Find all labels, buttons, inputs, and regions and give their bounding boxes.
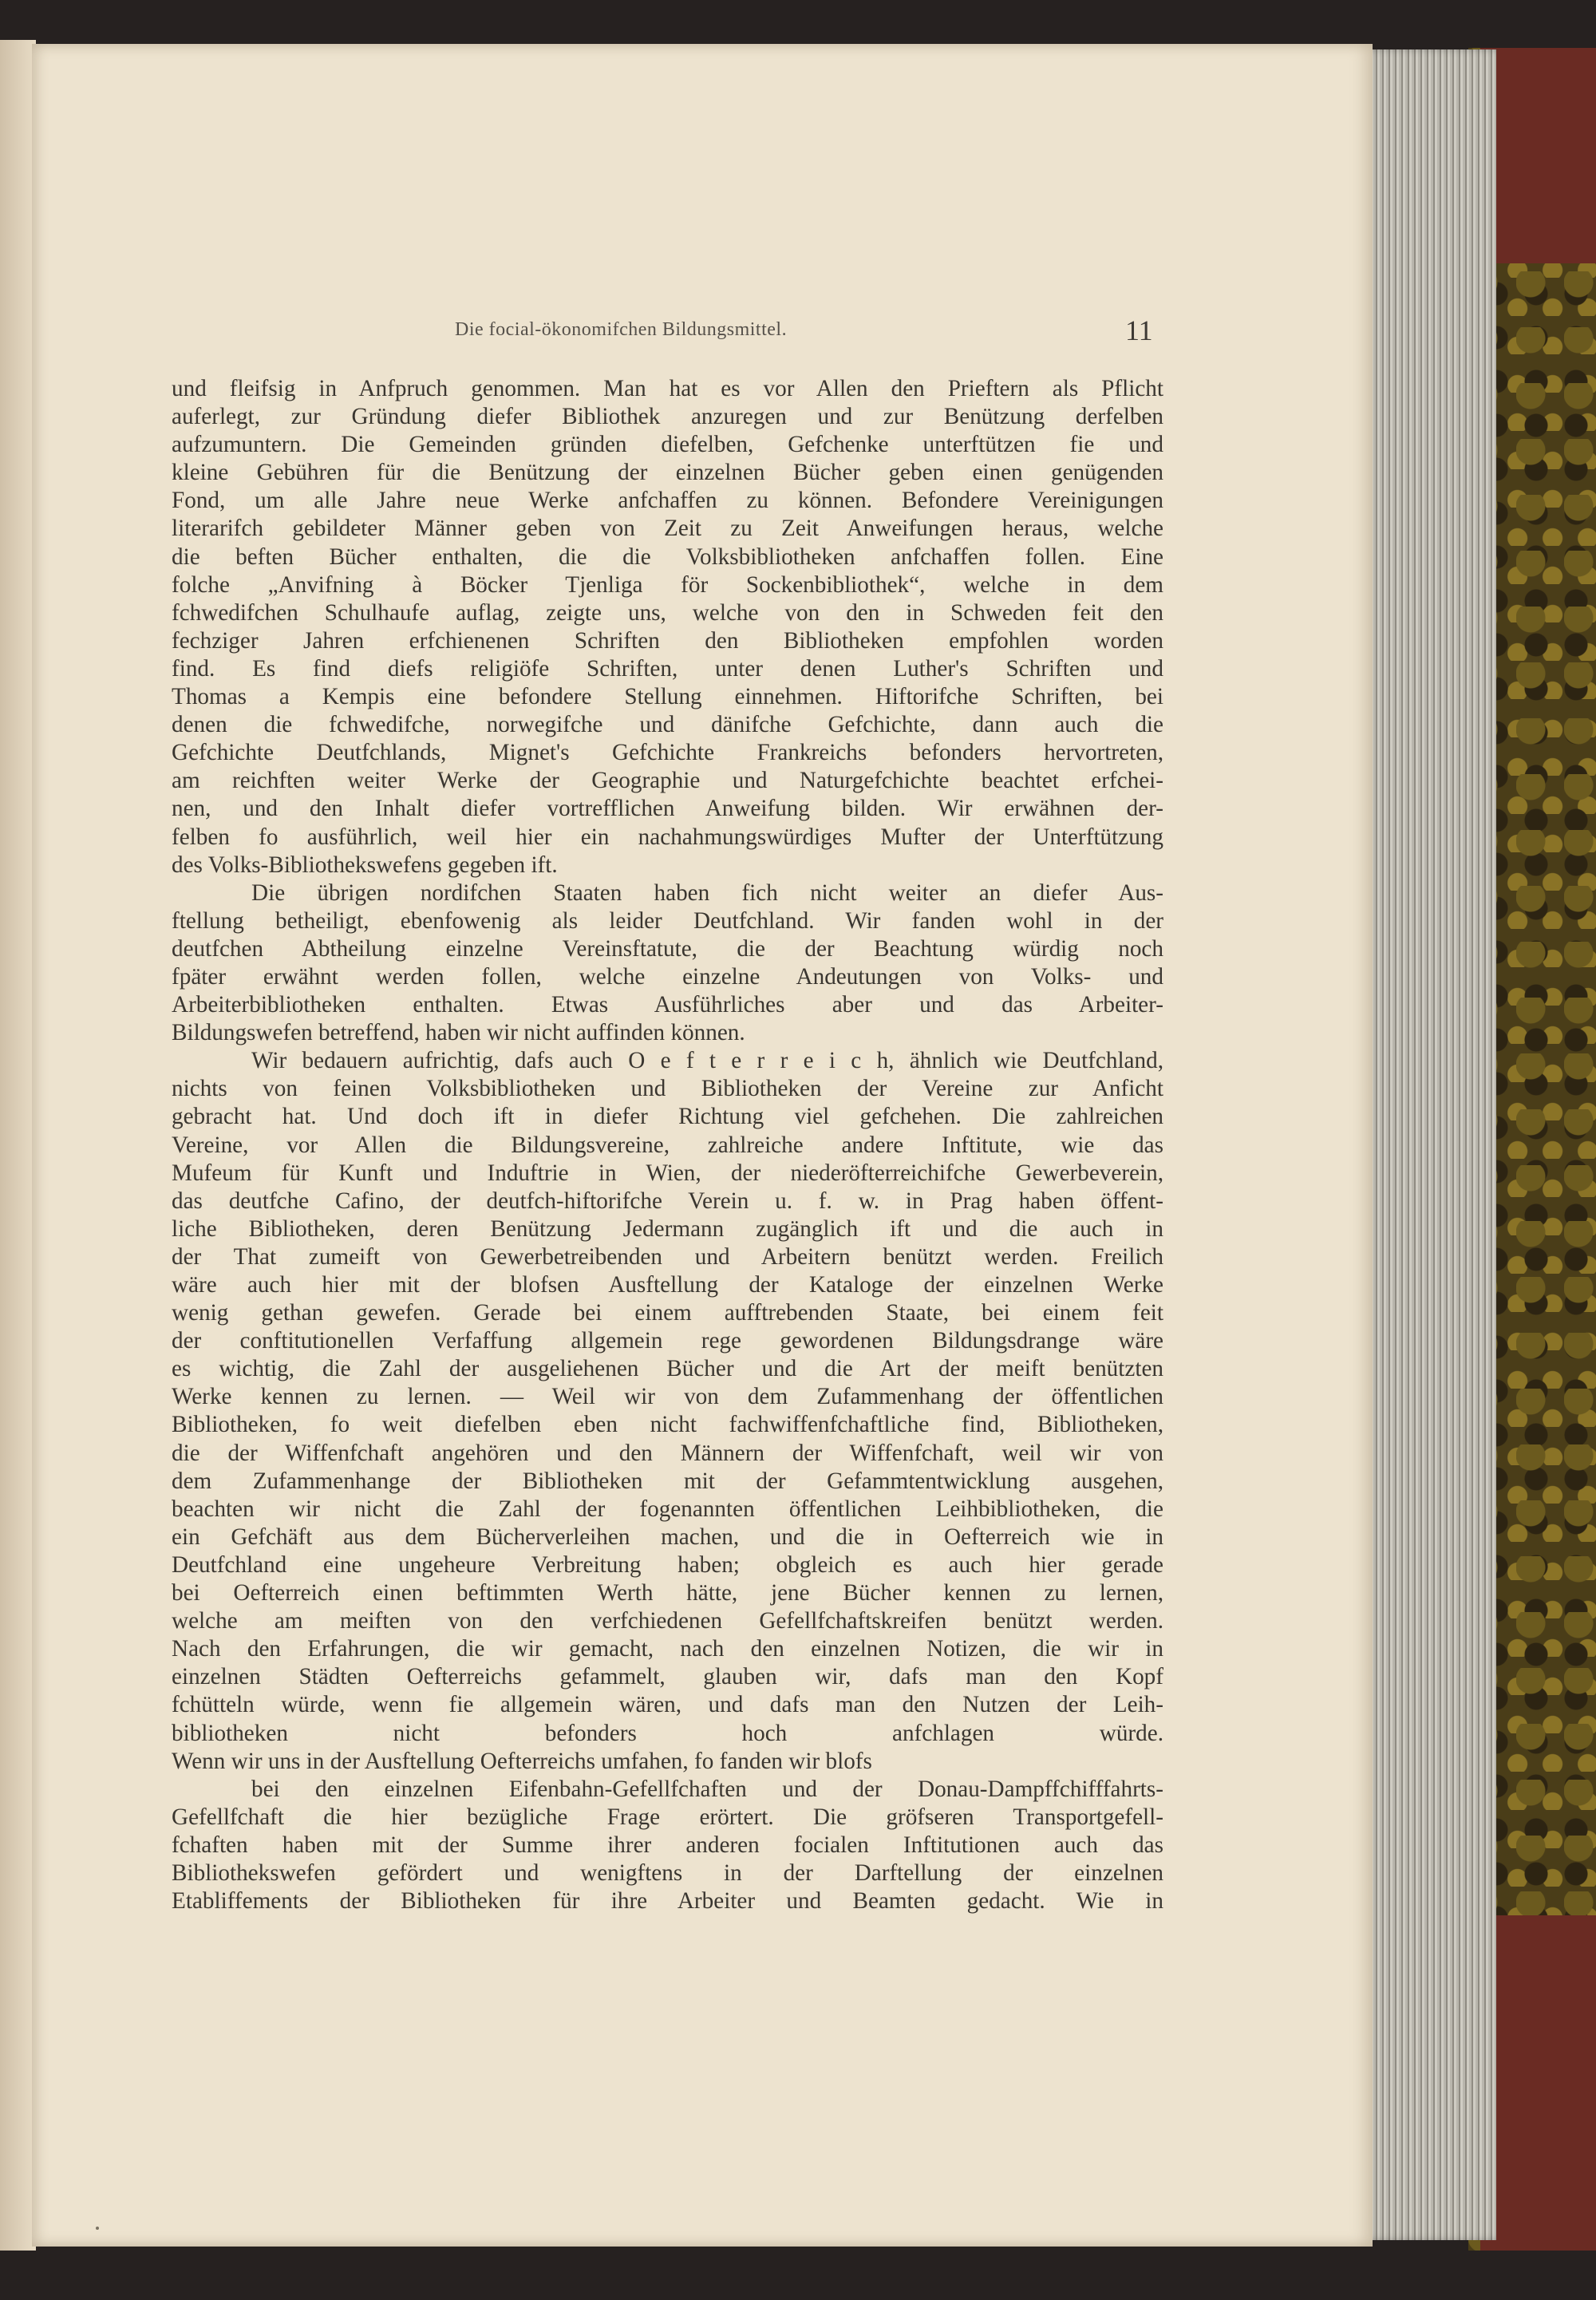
text-line: der conftitutionellen Verfaffung allgemein rege gewordenen Bildungsdrange wäre — [172, 1328, 1163, 1354]
text-line: Wir bedauern aufrichtig, dafs auch O e f t e r r e i c h, ähnlich wie Deutfchland, — [251, 1048, 1163, 1074]
text-line: Wenn wir uns in der Ausftellung Oefterreichs umfahen, fo fanden wir blofs — [172, 1748, 872, 1774]
text-line: Nach den Erfahrungen, die wir gemacht, nach den einzelnen Notizen, die wir in — [172, 1636, 1163, 1662]
text-line: und fleifsig in Anfpruch genommen. Man hat es vor Allen den Prieftern als Pflicht — [172, 376, 1163, 401]
text-line: ein Gefchäft aus dem Bücherverleihen machen, und die in Oefterreich wie in — [172, 1523, 1163, 1550]
text-line: liche Bibliotheken, deren Benützung Jedermann zugänglich ift und die auch in — [172, 1215, 1163, 1242]
text-line: Arbeiterbibliotheken enthalten. Etwas Ausführliches aber und das Arbeiter- — [172, 992, 1163, 1018]
text-line: Werke kennen zu lernen. — Weil wir von dem Zufammenhang der öffentlichen — [172, 1384, 1163, 1410]
text-line: bei den einzelnen Eifenbahn-Gefellfchaften und der Donau-Dampffchifffahrts- — [251, 1776, 1163, 1802]
text-line: folche „Anvifning à Böcker Tjenliga för Sockenbibliothek“, welche in dem — [172, 571, 1163, 598]
print-speck — [96, 2227, 99, 2230]
previous-page-edge — [0, 40, 36, 2251]
text-line: am reichften weiter Werke der Geographie und Naturgefchichte beachtet erfchei- — [172, 768, 1163, 794]
text-line: ftellung betheiligt, ebenfowenig als leider Deutfchland. Wir fanden wohl in der — [172, 907, 1163, 934]
body-text — [172, 375, 1163, 1915]
text-line: Deutfchland eine ungeheure Verbreitung haben; obgleich es auch hier gerade — [172, 1551, 1163, 1578]
text-line: denen die fchwedifche, norwegifche und dänifche Gefchichte, dann auch die — [172, 712, 1163, 738]
text-line: Thomas a Kempis eine befondere Stellung einnehmen. Hiftorifche Schriften, bei — [172, 684, 1163, 710]
text-line: gebracht hat. Und doch ift in diefer Richtung viel gefchehen. Die zahlreichen — [172, 1104, 1163, 1130]
text-line: Vereine, vor Allen die Bildungsvereine, zahlreiche andere Inftitute, wie das — [172, 1132, 1163, 1158]
text-line: welche am meiften von den verfchiedenen Gefellfchaftskreifen benützt werden. — [172, 1608, 1163, 1634]
running-title: Die focial-ökonomifchen Bildungsmittel. — [455, 319, 788, 340]
cover-red-bottom — [1480, 1915, 1596, 2251]
text-line: Bildungswefen betreffend, haben wir nicht auffinden können. — [172, 1020, 745, 1046]
text-line: fchwedifchen Schulhaufe auflag, zeigte uns, welche von den in Schweden feit den — [172, 599, 1163, 626]
text-line: bei Oefterreich einen beftimmten Werth hätte, jene Bücher kennen zu lernen, — [172, 1580, 1163, 1606]
book-page — [32, 44, 1373, 2247]
text-line: einzelnen Städten Oefterreichs gefammelt, glauben wir, dafs man den Kopf — [172, 1664, 1163, 1690]
text-line: literarifch gebildeter Männer geben von Zeit zu Zeit Anweifungen heraus, welche — [172, 516, 1163, 542]
text-line: Etabliffements der Bibliotheken für ihre Arbeiter und Beamten gedacht. Wie in — [172, 1888, 1163, 1915]
text-line: Gefchichte Deutfchlands, Mignet's Gefchichte Frankreichs befonders hervortreten, — [172, 740, 1163, 766]
page-fore-edge — [1361, 49, 1496, 2240]
page-number: 11 — [1125, 314, 1153, 346]
text-line: Gefellfchaft die hier bezügliche Frage erörtert. Die gröfseren Transportgefell- — [172, 1804, 1163, 1830]
text-line: die der Wiffenfchaft angehören und den Männern der Wiffenfchaft, weil wir von — [172, 1440, 1163, 1466]
cover-red-top — [1480, 48, 1596, 263]
text-line: fchaften haben mit der Summe ihrer anderen focialen Inftitutionen auch das — [172, 1832, 1163, 1858]
text-line: Fond, um alle Jahre neue Werke anfchaffen zu können. Befondere Vereinigungen — [172, 488, 1163, 514]
text-line: das deutfche Cafino, der deutfch-hiftorifche Verein u. f. w. in Prag haben öffent- — [172, 1188, 1163, 1214]
text-line: nen, und den Inhalt diefer vortrefflichen Anweifung bilden. Wir erwähnen der- — [172, 796, 1163, 822]
text-line: Bibliotheken, fo weit diefelben eben nicht fachwiffenfchaftliche find, Bibliotheken, — [172, 1412, 1163, 1438]
text-line: felben fo ausführlich, weil hier ein nachahmungswürdiges Mufter der Unterftützung — [172, 824, 1163, 850]
text-line: dem Zufammenhange der Bibliotheken mit der Gefammtentwicklung ausgehen, — [172, 1468, 1163, 1494]
text-line: fechziger Jahren erfchienenen Schriften den Bibliotheken empfohlen worden — [172, 627, 1163, 654]
text-line: deutfchen Abtheilung einzelne Vereinsftatute, die der Beachtung würdig noch — [172, 935, 1163, 962]
text-line: kleine Gebühren für die Benützung der einzelnen Bücher geben einen genügenden — [172, 460, 1163, 486]
text-line: fpäter erwähnt werden follen, welche einzelne Andeutungen von Volks- und — [172, 963, 1163, 990]
text-line: Bibliothekswefen gefördert und wenigftens in der Darftellung der einzelnen — [172, 1859, 1163, 1886]
text-line: auferlegt, zur Gründung diefer Bibliothek anzuregen und zur Benützung derfelben — [172, 404, 1163, 430]
text-line: Mufeum für Kunft und Induftrie in Wien, der niederöfterreichifche Gewerbeverein, — [172, 1160, 1163, 1186]
text-line: aufzumuntern. Die Gemeinden gründen diefelben, Gefchenke unterftützen fie und — [172, 432, 1163, 458]
text-line: es wichtig, die Zahl der ausgeliehenen Bücher und die Art der meift benützten — [172, 1356, 1163, 1382]
text-line: bibliotheken nicht befonders hoch anfchlagen würde. — [172, 1720, 1163, 1746]
text-line: des Volks-Bibliothekswefens gegeben ift. — [172, 852, 558, 878]
text-line: der That zumeift von Gewerbetreibenden und Arbeitern benützt werden. Freilich — [172, 1243, 1163, 1270]
text-line: fchütteln würde, wenn fie allgemein wären, und dafs man den Nutzen der Leih- — [172, 1692, 1163, 1718]
text-line: Die übrigen nordifchen Staaten haben fich nicht weiter an diefer Aus- — [251, 879, 1163, 906]
text-line: die beften Bücher enthalten, die die Volksbibliotheken anfchaffen follen. Eine — [172, 543, 1163, 570]
text-line: nichts von feinen Volksbibliotheken und Bibliotheken der Vereine zur Anficht — [172, 1076, 1163, 1102]
text-line: beachten wir nicht die Zahl der fogenannten öffentlichen Leihbibliotheken, die — [172, 1496, 1163, 1522]
text-line: wenig gethan gewefen. Gerade bei einem aufftrebenden Staate, bei einem feit — [172, 1300, 1163, 1326]
text-line: wäre auch hier mit der blofsen Ausftellung der Kataloge der einzelnen Werke — [172, 1272, 1163, 1298]
text-line: find. Es find diefs religiöfe Schriften, unter denen Luther's Schriften und — [172, 655, 1163, 682]
